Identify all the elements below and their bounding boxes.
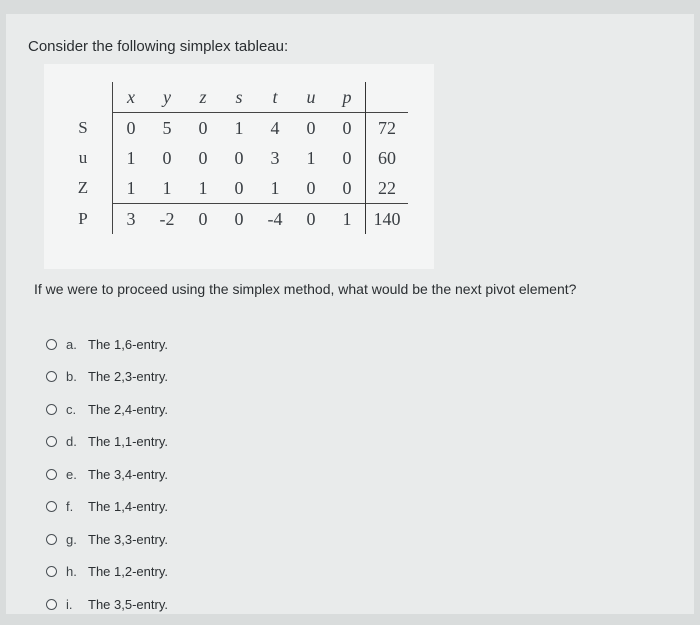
rhs-cell: 60 bbox=[366, 143, 409, 173]
row-label: u bbox=[78, 148, 88, 167]
radio-button[interactable] bbox=[46, 436, 57, 447]
option-text: The 1,4-entry. bbox=[88, 499, 168, 515]
tableau-cell: 0 bbox=[342, 147, 352, 168]
radio-button[interactable] bbox=[46, 501, 57, 512]
option-letter: f. bbox=[66, 499, 74, 515]
tableau-corner bbox=[54, 82, 113, 113]
col-header: y bbox=[163, 86, 171, 107]
tableau-cell: 0 bbox=[162, 147, 172, 168]
option-text: The 1,1-entry. bbox=[88, 434, 168, 450]
tableau-cell: 1 bbox=[113, 143, 150, 173]
simplex-tableau-image bbox=[44, 64, 434, 269]
answer-option-i[interactable] bbox=[46, 588, 168, 621]
col-header: s bbox=[235, 86, 243, 107]
rhs-cell: 72 bbox=[366, 113, 409, 144]
answer-option-g[interactable] bbox=[46, 523, 168, 556]
tableau-cell: 1 bbox=[329, 204, 366, 235]
question-intro: Consider the following simplex tableau: bbox=[28, 38, 289, 55]
tableau-cell: 3 bbox=[270, 147, 280, 168]
answer-option-c[interactable] bbox=[46, 393, 168, 426]
tableau-row bbox=[54, 113, 408, 144]
question-panel bbox=[6, 14, 694, 614]
simplex-tableau bbox=[54, 82, 408, 234]
tableau-cell: 1 bbox=[162, 177, 172, 198]
tableau-cell: 0 bbox=[198, 147, 208, 168]
tableau-cell: 3 bbox=[113, 204, 150, 235]
answer-option-d[interactable] bbox=[46, 426, 168, 459]
tableau-cell: 4 bbox=[257, 113, 293, 144]
col-header: z bbox=[199, 86, 207, 107]
radio-button[interactable] bbox=[46, 599, 57, 610]
radio-button[interactable] bbox=[46, 404, 57, 415]
col-header: p bbox=[342, 86, 352, 107]
radio-button[interactable] bbox=[46, 469, 57, 480]
tableau-row bbox=[54, 204, 408, 235]
option-text: The 2,4-entry. bbox=[88, 401, 168, 417]
option-letter: g. bbox=[66, 531, 77, 547]
tableau-cell: 1 bbox=[113, 173, 150, 204]
option-letter: c. bbox=[66, 401, 77, 417]
tableau-cell: 1 bbox=[306, 147, 316, 168]
tableau-cell: 0 bbox=[221, 204, 257, 235]
tableau-cell: 0 bbox=[234, 147, 244, 168]
radio-button[interactable] bbox=[46, 534, 57, 545]
tableau-cell: -2 bbox=[149, 204, 185, 235]
rhs-cell: 22 bbox=[366, 173, 409, 204]
option-text: The 1,2-entry. bbox=[88, 564, 168, 580]
tableau-row bbox=[54, 173, 408, 204]
answer-option-f[interactable] bbox=[46, 491, 168, 524]
option-text: The 3,3-entry. bbox=[88, 531, 168, 547]
tableau-cell: 1 bbox=[270, 177, 280, 198]
answer-option-a[interactable] bbox=[46, 328, 168, 361]
option-letter: a. bbox=[66, 336, 77, 352]
radio-button[interactable] bbox=[46, 339, 57, 350]
option-text: The 2,3-entry. bbox=[88, 369, 168, 385]
tableau-cell: 1 bbox=[198, 177, 208, 198]
option-text: The 3,5-entry. bbox=[88, 596, 168, 612]
tableau-cell: 0 bbox=[342, 177, 352, 198]
option-letter: b. bbox=[66, 369, 77, 385]
option-letter: e. bbox=[66, 466, 77, 482]
tableau-row bbox=[54, 143, 408, 173]
option-text: The 1,6-entry. bbox=[88, 336, 168, 352]
col-header: x bbox=[113, 82, 150, 113]
tableau-cell: -4 bbox=[257, 204, 293, 235]
tableau-cell: 1 bbox=[221, 113, 257, 144]
option-letter: h. bbox=[66, 564, 77, 580]
tableau-cell: 0 bbox=[329, 113, 366, 144]
col-header: u bbox=[306, 86, 316, 107]
row-label: Z bbox=[77, 178, 89, 198]
radio-button[interactable] bbox=[46, 566, 57, 577]
tableau-cell: 0 bbox=[306, 177, 316, 198]
option-letter: d. bbox=[66, 434, 77, 450]
tableau-cell: 0 bbox=[185, 204, 221, 235]
tableau-cell: 0 bbox=[113, 113, 150, 144]
answer-option-e[interactable] bbox=[46, 458, 168, 491]
rhs-header bbox=[366, 82, 409, 113]
answer-option-h[interactable] bbox=[46, 556, 168, 589]
radio-button[interactable] bbox=[46, 371, 57, 382]
row-label: P bbox=[78, 208, 88, 228]
tableau-cell: 0 bbox=[185, 113, 221, 144]
tableau-cell: 0 bbox=[293, 204, 329, 235]
question-prompt: If we were to proceed using the simplex method, what would be the next pivot element? bbox=[34, 281, 577, 297]
tableau-header-row bbox=[54, 82, 408, 113]
tableau-cell: 5 bbox=[149, 113, 185, 144]
row-label: S bbox=[78, 117, 88, 137]
col-header: t bbox=[272, 86, 278, 107]
option-letter: i. bbox=[66, 596, 73, 612]
option-text: The 3,4-entry. bbox=[88, 466, 168, 482]
tableau-cell: 0 bbox=[234, 177, 244, 198]
rhs-cell: 140 bbox=[366, 204, 409, 235]
answer-option-b[interactable] bbox=[46, 361, 168, 394]
answer-options bbox=[46, 328, 168, 621]
tableau-cell: 0 bbox=[293, 113, 329, 144]
